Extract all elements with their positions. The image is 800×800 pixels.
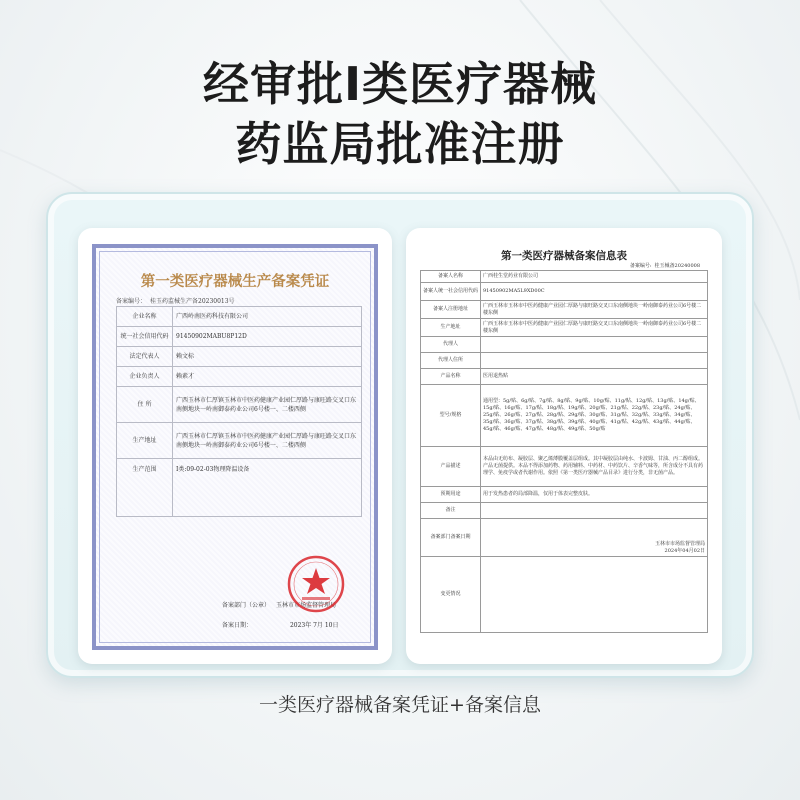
row-label: 备注 — [421, 503, 481, 519]
row-value: 本品由无纺布、凝胶层、聚乙烯薄膜覆盖层组成。其中凝胶层由纯水、卡波姆、甘油、丙二醇组成。产品无菌提供。本品不得添加药物、药用辅料、中药材、中药饮片、辛香气味等，所含成分不具有药理学、免疫学或者代谢作用。依照《第一类医疗器械产品目录》进行分类，非无菌产品。 — [481, 447, 708, 487]
table-row — [117, 423, 362, 459]
row-value: 用于发热患者的局部降温，仅用于体表完整皮肤。 — [481, 487, 708, 503]
row-value: 广西玉林市玉林市中医药健康产业园仁厚路与康旺路交叉口东南侧地块一岭南御泰药业公司6号楼二楼东侧 — [481, 319, 708, 337]
row-value: 广西玉林市仁厚镇玉林市中医药健康产业园仁厚路与康旺路交叉口东南侧地块一岭南御泰药业公司6号楼一、二楼西侧 — [173, 423, 362, 459]
certificate-dept-value: 玉林市市场监督管理局 — [275, 602, 336, 609]
table-row — [117, 459, 362, 517]
row-value — [481, 353, 708, 369]
table-row — [117, 367, 362, 387]
row-value: 广西桂生堂药业有限公司 — [481, 271, 708, 283]
info-sheet-title: 第一类医疗器械备案信息表 — [501, 250, 627, 262]
certificate-date-label: 备案日期： — [222, 622, 253, 629]
table-row — [421, 353, 708, 369]
certificate-date — [222, 620, 338, 629]
table-row — [421, 369, 708, 385]
table-row — [421, 447, 708, 487]
row-label: 生产地址 — [421, 319, 481, 337]
sign-dept: 玉林市市场监督管理局 — [654, 541, 705, 547]
certificate-date-value: 2023年 7月 10日 — [289, 622, 339, 629]
headline-line-2: 药监局批准注册 — [235, 117, 565, 171]
row-label: 备案人注册地址 — [421, 301, 481, 319]
info-sheet-number-value: 桂玉械备20240008 — [654, 263, 700, 269]
info-sheet-card — [406, 228, 722, 664]
certificate-title: 第一类医疗器械生产备案凭证 — [140, 273, 330, 290]
row-label: 备案人统一社会信用代码 — [421, 283, 481, 301]
table-row — [421, 557, 708, 633]
row-value — [481, 337, 708, 353]
row-label: 生产范围 — [117, 459, 173, 517]
row-value: 赖文标 — [173, 347, 362, 367]
table-row — [421, 385, 708, 447]
info-sheet-number — [630, 262, 700, 269]
table-row — [421, 487, 708, 503]
info-sheet-number-label: 备案编号: — [629, 263, 652, 269]
certificate-table — [116, 306, 362, 517]
certificate-number-label: 备案编号： — [116, 298, 147, 305]
table-row — [421, 519, 708, 557]
row-label: 型号/规格 — [421, 385, 481, 447]
row-value: 广西岭南医药科技有限公司 — [173, 307, 362, 327]
caption: 一类医疗器械备案凭证+备案信息 — [259, 694, 541, 716]
table-row — [421, 283, 708, 301]
row-label: 统一社会信用代码 — [117, 327, 173, 347]
row-label: 住 所 — [117, 387, 173, 423]
info-sheet-table — [420, 270, 708, 633]
headline-line-1: 经审批I类医疗器械 — [202, 57, 598, 111]
row-label: 企业名称 — [117, 307, 173, 327]
official-seal-icon — [286, 554, 346, 614]
sign-date: 2024年04月02日 — [664, 548, 705, 554]
table-row — [421, 301, 708, 319]
table-row — [117, 307, 362, 327]
table-row — [117, 327, 362, 347]
row-label: 预期用途 — [421, 487, 481, 503]
certificate-dept-label: 备案部门（公章） — [222, 602, 271, 609]
table-row — [421, 319, 708, 337]
table-row — [117, 347, 362, 367]
table-row — [421, 271, 708, 283]
row-value: 通用型：5g/贴、6g/贴、7g/贴、8g/贴、9g/贴、10g/贴、11g/贴、12g/贴、13g/贴、14g/贴、15g/贴、16g/贴、17g/贴、18g/贴、19g/贴、20g/贴、21g/贴、22g/贴、23g/贴、24g/贴、25g/贴、26g/贴、27g/贴、28g/贴、29g/贴、30g/贴、31g/贴、32g/贴、33g/贴、34g/贴、35g/贴、36g/贴、37g/贴、38g/贴、39g/贴、40g/贴、41g/贴、42g/贴、43g/贴、44g/贴、45g/贴、46g/贴、47g/贴、48g/贴、49g/贴、50g/贴 — [481, 385, 708, 447]
row-label: 企业负责人 — [117, 367, 173, 387]
row-label: 备案人名称 — [421, 271, 481, 283]
row-value — [481, 557, 708, 633]
row-label: 变更情况 — [421, 557, 481, 633]
row-value: 赖素才 — [173, 367, 362, 387]
row-label: 产品描述 — [421, 447, 481, 487]
table-row — [421, 337, 708, 353]
table-row — [117, 387, 362, 423]
certificate-card — [78, 228, 392, 664]
row-value: I类:09-02-03物理降温设备 — [173, 459, 362, 517]
row-value — [481, 519, 708, 557]
certificate-number — [116, 296, 235, 305]
row-label: 生产地址 — [117, 423, 173, 459]
row-label: 备案部门备案日期 — [421, 519, 481, 557]
row-label: 代理人 — [421, 337, 481, 353]
row-value: 广西玉林市仁厚镇玉林市中医药健康产业园仁厚路与康旺路交叉口东南侧地块一岭南御泰药业公司6号楼一、二楼西侧 — [173, 387, 362, 423]
row-value: 91450902MABU8P12D — [173, 327, 362, 347]
row-value — [481, 503, 708, 519]
row-value: 91450902MA5L9XD00C — [481, 283, 708, 301]
certificate-number-value: 桂玉药监械生产备20230013号 — [150, 298, 235, 305]
table-row — [421, 503, 708, 519]
row-value: 广西玉林市玉林市中医药健康产业园仁厚路与康旺路交叉口东南侧地块一岭南御泰药业公司6号楼二楼东侧 — [481, 301, 708, 319]
certificate-document — [92, 244, 378, 650]
row-label: 代理人住所 — [421, 353, 481, 369]
row-label: 产品名称 — [421, 369, 481, 385]
row-value: 医用退热贴 — [481, 369, 708, 385]
row-label: 法定代表人 — [117, 347, 173, 367]
